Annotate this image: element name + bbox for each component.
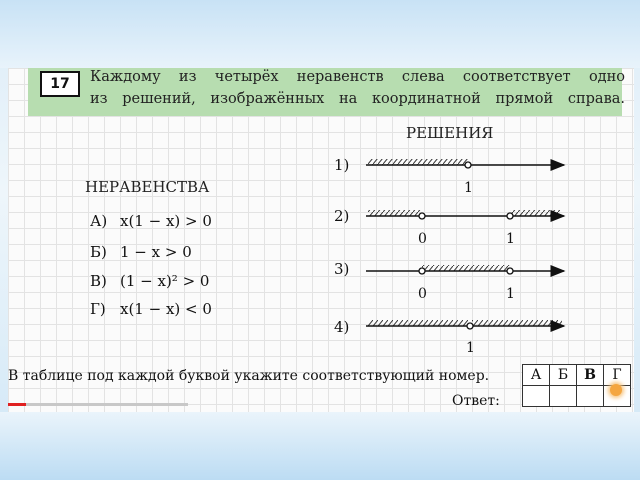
inequalities-heading: НЕРАВЕНСТВА (85, 178, 210, 196)
number-line-2 (366, 210, 564, 219)
line-3-tick-0: 0 (418, 286, 427, 302)
video-progress-fill (8, 403, 26, 406)
task-text-line1: Каждому из четырёх неравенств слева соответствует одно (90, 69, 625, 85)
answer-header-b: Б (550, 365, 577, 386)
sun-icon (610, 384, 622, 396)
bottom-frame (0, 412, 640, 480)
solutions-heading: РЕШЕНИЯ (406, 124, 494, 142)
inequality-g-text: x(1 − x) < 0 (120, 300, 212, 318)
solution-1-label: 1) (334, 156, 350, 174)
solution-4-label: 4) (334, 318, 350, 336)
line-2-tick-0: 0 (418, 231, 427, 247)
inequality-v-label: В) (90, 272, 107, 290)
line-3-tick-1: 1 (506, 286, 515, 302)
number-line-1 (366, 159, 564, 168)
answer-header-v: В (577, 365, 604, 386)
number-line-3 (366, 265, 564, 274)
line-4-tick-1: 1 (466, 340, 475, 356)
number-line-4 (366, 320, 564, 329)
inequality-v-text: (1 − x)² > 0 (120, 272, 210, 290)
solution-3-label: 3) (334, 260, 350, 278)
instruction-text: В таблице под каждой буквой укажите соответствующий номер. (8, 368, 490, 384)
answer-header-a: А (523, 365, 550, 386)
line-1-tick-1: 1 (464, 180, 473, 196)
video-progress-bar[interactable] (8, 403, 188, 406)
answer-cell-a[interactable] (523, 386, 550, 407)
top-frame (0, 0, 640, 68)
inequality-a-label: А) (90, 212, 108, 230)
inequality-b-text: 1 − x > 0 (120, 243, 192, 261)
answer-label: Ответ: (452, 393, 500, 409)
inequality-a-text: x(1 − x) > 0 (120, 212, 212, 230)
solution-2-label: 2) (334, 207, 350, 225)
line-2-tick-1: 1 (506, 231, 515, 247)
answer-header-g: Г (604, 365, 631, 386)
answer-cell-b[interactable] (550, 386, 577, 407)
worksheet (8, 68, 634, 412)
answer-cell-v[interactable] (577, 386, 604, 407)
task-text-line2: из решений, изображённых на координатной прямой справа. (90, 91, 625, 107)
inequality-g-label: Г) (90, 300, 106, 318)
task-number: 17 (40, 71, 80, 97)
number-lines (8, 68, 634, 412)
inequality-b-label: Б) (90, 243, 107, 261)
